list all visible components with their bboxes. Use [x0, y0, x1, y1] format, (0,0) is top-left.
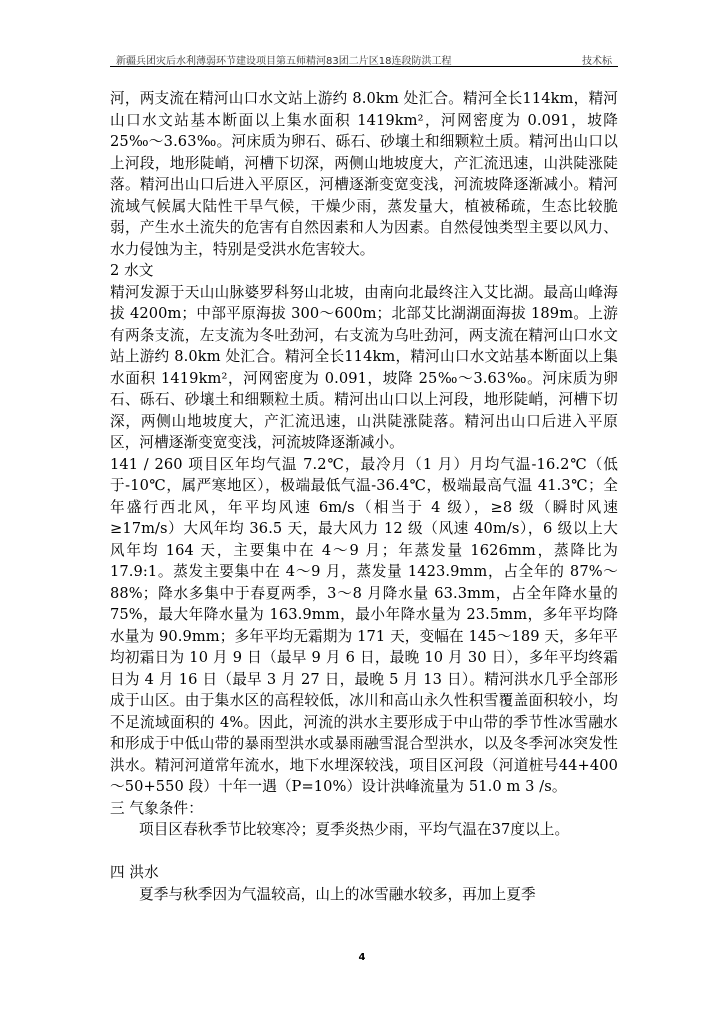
header-divider [110, 66, 618, 67]
blank-line [110, 841, 618, 863]
body-paragraph: 精河发源于天山山脉婆罗科努山北坡，由南向北最终注入艾比湖。最高山峰海拔 4200m；中部平原海拔 300～600m；北部艾比湖湖面海拔 189m。上游有两条支流，左支流为冬吐劲河，右支流为乌吐劲河，两支流在精河山口水文站上游约 8.0km 处汇合。精河全长114km，精河山口水文站基本断面以上集水面积 1419km²，河网密度为 0.091，坡降 25‰～3.63‰。河床质为卵石、砾石、砂壤土和细颗粒土质。精河出山口以上河段，地形陡峭，河槽下切深，两侧山地坡度大，产汇流迅速，山洪陡涨陡落。精河出山口后进入平原区，河槽逐渐变宽变浅，河流坡降逐渐减小。 [110, 283, 618, 451]
section-heading-hydrology: 2 水文 [110, 262, 154, 279]
body-paragraph: 141 / 260 项目区年均气温 7.2℃，最冷月（1 月）月均气温-16.2℃（低于-10℃，属严寒地区），极端最低气温-36.4℃，极端最高气温 41.3℃；全年盛行西北风，年平均风速 6m/s（相当于 4 级），≥8 级（瞬时风速≥17m/s）大风年均 36.5 天，最大风力 12 级（风速 40m/s），6 级以上大风年均 164 天，主要集中在 4～9 月；年蒸发量 1626mm，蒸降比为 17.9:1。蒸发主要集中在 4～9 月，蒸发量 1423.9mm，占全年的 87%～88%；降水多集中于春夏两季，3～8 月降水量 63.3mm，占全年降水量的 75%，最大年降水量为 163.9mm，最小年降水量为 23.5mm，多年平均降水量为 90.9mm；多年平均无霜期为 171 天，变幅在 145～189 天，多年平均初霜日为 10 月 9 日（最早 9 月 6 日，最晚 10 月 30 日），多年平均终霜日为 4 月 16 日（最早 3 月 27 日，最晚 5 月 13 日）。精河洪水几乎全部形成于山区。由于集水区的高程较低，冰川和高山永久性积雪覆盖面积较小，均不足流域面积的 4%。因此，河流的洪水主要形成于中山带的季节性冰雪融水和形成于中低山带的暴雨型洪水或暴雨融雪混合型洪水，以及冬季河冰突发性洪水。精河河道常年流水，地下水埋深较浅，项目区河段（河道桩号44+400～50+550 段）十年一遇（P=10%）设计洪峰流量为 51.0 m 3 /s。 [110, 455, 618, 795]
body-paragraph: 河，两支流在精河山口水文站上游约 8.0km 处汇合。精河全长114km，精河山口水文站基本断面以上集水面积 1419km²，河网密度为 0.091，坡降 25‰～3.63‰。河床质为卵石、砾石、砂壤土和细颗粒土质。精河出山口以上河段，地形陡峭，河槽下切深，两侧山地坡度大，产汇流迅速，山洪陡涨陡落。精河出山口后进入平原区，河槽逐渐变宽变浅，河流坡降逐渐减小。精河流域气候属大陆性干旱气候，干燥少雨，蒸发量大，植被稀疏，生态比较脆弱，产生水土流失的危害有自然因素和人为因素。自然侵蚀类型主要以风力、水力侵蚀为主，特别是受洪水危害较大。 [110, 90, 618, 258]
body-paragraph: 夏季与秋季因为气温较高，山上的冰雪融水较多，再加上夏季 [139, 885, 536, 903]
header-doc-type: 技术标 [582, 56, 612, 67]
document-body [110, 88, 618, 905]
page-number: 4 [358, 952, 366, 963]
section-heading-climate: 三 气象条件： [110, 799, 203, 817]
body-paragraph: 项目区春秋季节比较寒冷；夏季炎热少雨，平均气温在37度以上。 [139, 821, 570, 838]
header-title: 新疆兵团灾后水利薄弱环节建设项目第五师精河83团二片区18连段防洪工程 [116, 56, 452, 67]
page-header [110, 52, 618, 66]
section-heading-flood: 四 洪水 [110, 864, 159, 881]
